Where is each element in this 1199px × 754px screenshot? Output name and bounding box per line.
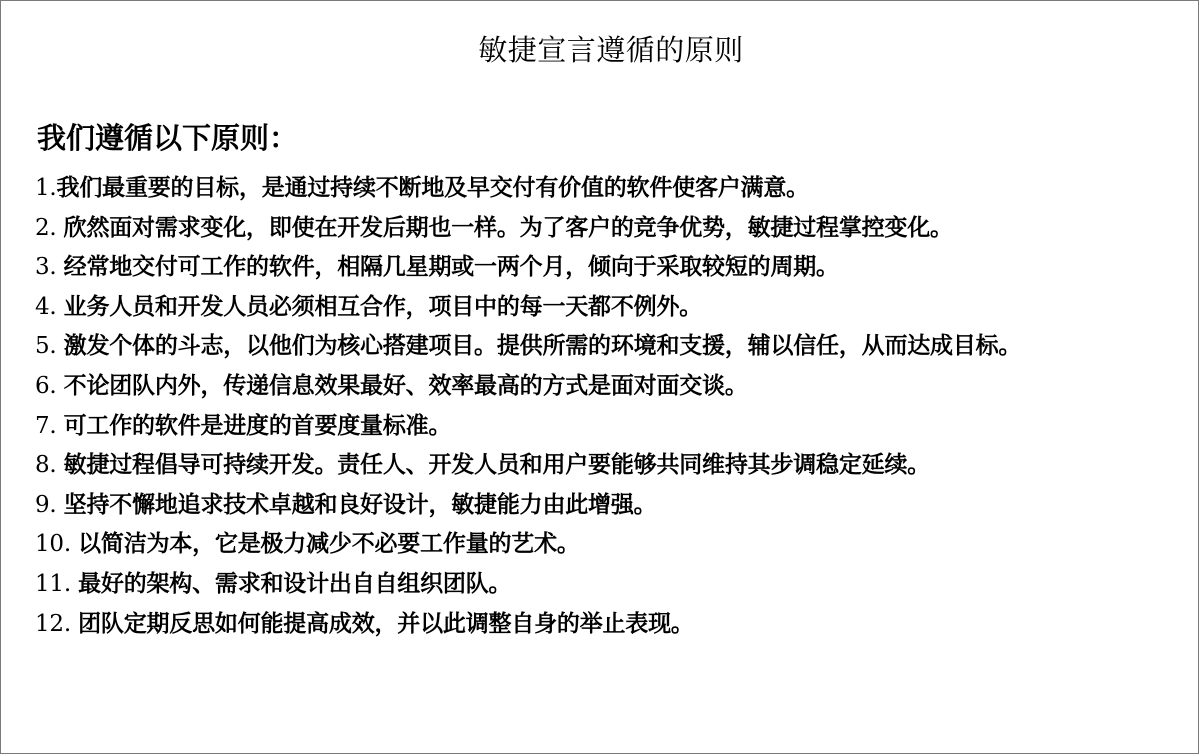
principle-number: 7. xyxy=(35,412,64,439)
principle-number: 1. xyxy=(35,175,57,201)
principle-item xyxy=(35,406,1021,446)
principle-item xyxy=(35,445,1021,485)
principle-text: 我们最重要的目标，是通过持续不断地及早交付有价值的软件使客户满意。 xyxy=(56,174,809,201)
principle-number: 11. xyxy=(35,570,79,597)
principle-text: 可工作的软件是进度的首要度量标准。 xyxy=(63,411,452,439)
principle-number: 6. xyxy=(35,372,64,399)
principle-number: 3. xyxy=(35,254,64,281)
principle-item xyxy=(35,287,1021,327)
principle-number: 8. xyxy=(35,452,64,479)
principle-text: 激发个体的斗志，以他们为核心搭建项目。提供所需的环境和支援，辅以信任，从而达成目标。 xyxy=(63,332,1022,360)
principle-item xyxy=(35,326,1021,366)
principle-number: 5. xyxy=(35,333,64,360)
principle-item xyxy=(35,247,1021,287)
principle-text: 经常地交付可工作的软件，相隔几星期或一两个月，倾向于采取较短的周期。 xyxy=(63,253,839,281)
principle-text: 坚持不懈地追求技术卓越和良好设计，敏捷能力由此增强。 xyxy=(63,490,657,518)
principle-text: 欣然面对需求变化，即使在开发后期也一样。为了客户的竞争优势，敏捷过程掌控变化。 xyxy=(63,213,953,241)
principle-text: 最好的架构、需求和设计出自自组织团队。 xyxy=(78,569,512,597)
principle-number: 4. xyxy=(35,293,64,320)
principles-list xyxy=(35,168,1021,643)
intro-heading: 我们遵循以下原则： xyxy=(37,121,299,155)
principle-item xyxy=(35,564,1021,604)
principle-number: 10. xyxy=(35,531,79,558)
principle-text: 业务人员和开发人员必须相互合作，项目中的每一天都不例外。 xyxy=(63,292,703,320)
principle-item xyxy=(35,168,1021,208)
principle-text: 不论团队内外，传递信息效果最好、效率最高的方式是面对面交谈。 xyxy=(63,371,748,399)
principle-text: 以简洁为本，它是极力减少不必要工作量的艺术。 xyxy=(78,530,580,558)
principle-number: 9. xyxy=(35,491,64,518)
principle-number: 2. xyxy=(35,214,64,241)
principle-item xyxy=(35,485,1021,525)
principle-item xyxy=(35,524,1021,564)
page-title: 敏捷宣言遵循的原则 xyxy=(478,33,744,67)
principle-item xyxy=(35,366,1021,406)
principle-text: 敏捷过程倡导可持续开发。责任人、开发人员和用户要能够共同维持其步调稳定延续。 xyxy=(63,451,931,479)
principle-text: 团队定期反思如何能提高成效，并以此调整自身的举止表现。 xyxy=(78,609,694,637)
principle-item xyxy=(35,604,1021,644)
principle-item xyxy=(35,208,1021,248)
principle-number: 12. xyxy=(35,610,79,637)
